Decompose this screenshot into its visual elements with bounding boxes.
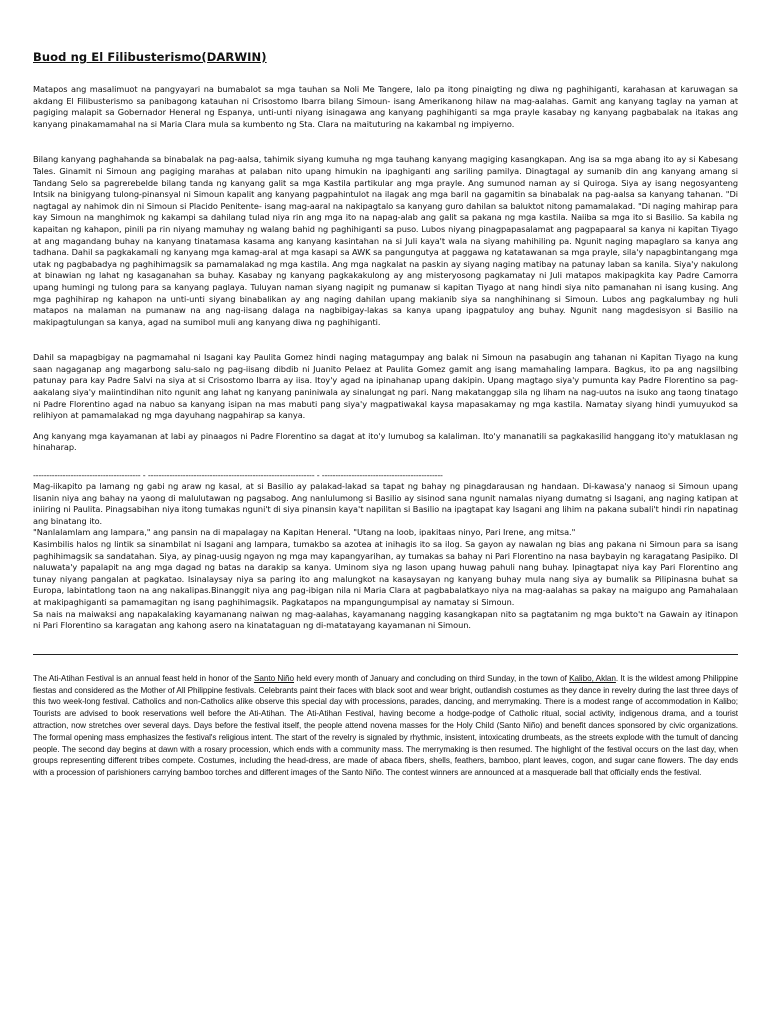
dashed-separator: ---------------------------------------- - -------------------------------------------------------------- - ---------------------------------------------: [33, 471, 443, 481]
festival-text-end: . It is the wildest among Philippine fiestas and considered as the Mother of All Philippine festivals. Celebrants paint their faces with black soot and wear bright, outlandish costumes as they dance in revelry during the last three days of this two week-long festival. Catholics and non-Catholics alike observe this special day with processions, parades, dancing, and merrymaking. There is a modest range of accommodation in Kalibo; Tourists are advised to book reservations well before the Ati-Atihan. The Ati-Atihan Festival, having become a hodge-podge of Catholic ritual, social activity, indigenous drama, and a tourist attraction, now stretches over several days. Days before the festival itself, the people attend novena masses for the Holy Child (Santo Niño) and benefit dances sponsored by civic organizations. The formal opening mass emphasizes the festival's religious intent. The start of the revelry is signaled by rhythmic, insistent, intoxicating drumbeats, as the streets explode with the tumult of dancing people. The second day begins at dawn with a rosary procession, which ends with a community mass. The merrymaking is then resumed. The highlight of the festival occurs on the last day, when groups representing different tribes compete. Costumes, including the head-dress, are made of abaca fibers, shells, feathers, bamboo, plant leaves, cogon, and sugar cane flowers. The day ends with a procession of parishioners carrying bamboo torches and different images of the Santo Niño. The contest winners are announced at a masquerade ball that officially ends the festival.: [33, 673, 738, 778]
document-title: Buod ng El Filibusterismo(DARWIN): [33, 50, 267, 64]
document-page: [33, 50, 738, 779]
paragraph-preparation: Bilang kanyang paghahanda sa binabalak na pag-aalsa, tahimik siyang kumuha ng mga tauhang kanyang magiging kasangkapan. Ang isa sa mga abang ito ay si Kabesang Tales. Ginamit ni Simoun ang pagiging marahas at palaban nito upang himukin na ipaghiganti ang sariling pamilya. Dinagtagal ay sumanib din ang kanyang amang si Tandang Selo sa pagrerebelde bilang tanda ng kanyang galit sa mga Kastila partikular ang mga prayle. Ang sumunod naman ay si Quiroga. Siya ay isang negosyanteng Intsik na binigyang tulong-pinansyal ni Simoun kapalit ang kanyang pagpahintulot na ilagak ang mga baril na gagamitin sa binabalak na pag-aalsa sa kanyang tahanan. "Di nagtagal ay nahimok din ni Simoun si Placido Penitente- isang mag-aaral na nakipagtalo sa kanyang guro dahilan sa baluktot nitong pamamalakad. "Di naging mahirap para kay Simoun na manghimok ng kakampi sa dahilang tulad niya rin ang mga ito na napag-alab ang galit sa pakana ng mga kastila. Naiiba sa mga ito si Basilio. Sa kabila ng kapaitan ng kahapon, pinili pa rin niyang mamuhay ng walang bahid ng paghihiganti sa puso. Lubos niyang pinagpapasalamat ang pagpapaaral sa kanya ni kapitan Tiyago at ang magandang buhay na kanyang tinatamasa kasama ang kanyang kasintahan na si Juli kaya't wala na siyang mahihiling pa. Ngunit naging mapaglaro sa kanya ang tadhana. Dahil sa pagkakamali ng kanyang mga kamag-aral at mga kasapi sa AWK sa pangungutya at paggawa ng katatawanan sa mga prayle, sila'y napagbintangang mga utak ng pagbabadya ng paghihimagsik sa pamamalakad ng mga kastila. Ang mga nagkalat na paskin ay siyang naging matibay na patunay laban sa kanila. Siya'y nakulong at binawian ng lahat ng kasaganahan sa buhay. Kasabay ng kanyang pagkakakulong ay ang misteryosong pagkamatay ni Juli matapos makipagkita kay Padre Camorra upang humingi ng tulong para sa kanyang paglaya. Tuluyan naman siyang nagipit ng pumanaw si kapitan Tiyago at nang hindi siya nito pamanahan ni isang kusing. Ang mga paghihirap ng kahapon na unti-unti siyang binabalikan ay ang naging dahilan upang makianib siya sa nanghihinang si Simoun. Lubos ang pagkalumbay ng huli matapos na malaman na pumanaw na ang nag-iisang dalaga na nagbibigay-lakas sa kanya upang ipagpatuloy ang buhay. Ngunit nang magdesisyon si Basilio na makipagtulungan sa kanya, agad na sumibol muli ang kanyang diwa ng paghihiganti.: [33, 154, 738, 327]
paragraph-lamp-quote: "Nanlalamlam ang lampara," ang pansin na di mapalagay na Kapitan Heneral. "Utang na loob, ipakitaas ninyo, Pari Irene, ang mitsa.": [33, 527, 576, 538]
paragraph-wedding-night: Mag-iikapito pa lamang ng gabi ng araw ng kasal, at si Basilio ay palakad-lakad sa tapat ng bahay ng pinagdarausan ng handaan. Di-kawasa'y nanaog si Simoun upang lisanin niya ang bahay na yaong di malulutawan ng pagsabog. Ang nanlulumong si Basilio ay sisinod sana ngunit namalas niyang dumatng si Isagani, ang naging katipan at iniiring ni Paulita. Pinagsabihan niya itong tumakas nguni't di siya pinansin kaya't napilitan si Basilio na ipagtapat kay Isagani ang lihim na pakana subali't hindi rin napatinag ang binatang ito.: [33, 481, 738, 526]
paragraph-isagani: Dahil sa mapagbigay na pagmamahal ni Isagani kay Paulita Gomez hindi naging matagumpay ang balak ni Simoun na pasabugin ang tahanan ni Kapitan Tiyago na kung saan nagaganap ang magarbong salu-salo ng pag-iisang dibdib ni Juanito Pelaez at Paulita Gomez gamit ang isang mamahaling lampara. Bagkus, ito pa ang nagsilbing patunay para kay Padre Salvi na siya at si Crisostomo Ibarra ay iisa. Itoy'y agad na ipinahanap upang dakipin. Upang magtago siya'y pumunta kay Padre Florentino sa pag-aakalang siya'y maiintindihan nito ngunit ang lahat ng kanyang paniniwala ay sinalungat ng pari. Nang makatanggap sila ng liham na nag-uutos na isuko ang taong tinatago ni Padre Florentino agad na nabuo sa kanyang isipan na mas mabuti pang siya'y magpatiwakal kaysa mapasakamay ng mga kastila. Namatay siyang hindi yumuyukod sa relihiyon at pamamalakad ng mga dayuhang nagpahirap sa kanya.: [33, 352, 738, 421]
spacer: [33, 454, 738, 470]
paragraph-simoun-death: Kasimbilis halos ng lintik sa sinambilat ni Isagani ang lampara, tumakbo sa azotea at inihagis ito sa ilog. Sa gayon ay nawalan ng bias ang pakana ni Simoun para sa isang paghihimagsik sa sandatahan. Siya, ay pinag-uusig ngayon ng mga may kapangyarihan, ay tumakas sa bahay ni Pari Florentino na nasa baybayin ng karagatang Pasipiko. DI naluwata'y papalapit na ang mga dagad ng batas na darakip sa kanya. Uminom siya ng lason upang huwag pahuli nang buhay. Ipinagtapat niya kay Pari Florentino ang tunay niyang pangalan at pagkatao. Isinalaysay niya sa paring ito ang malungkot na kasaysayan ng kanyang buhay mula nang siya ay bumalik sa Pilipinasna buhat sa Europa, labintatlong taon na ang nakalipas.Binanggit niya ang pag-ibigan nila ni Maria Clara at pagbabalatkayo niya na mag-aalahas sa pakay na maigupo ang Pamahalaan at makipaghiganti sa pamamagitan ng isang paghihimagsik. Pagkatapos na mpangungumpisal ay namatay si Simoun.: [33, 539, 738, 607]
kalibo-aklan-link[interactable]: Kalibo, Aklan: [569, 673, 616, 683]
spacer: [33, 422, 738, 431]
paragraph-ati-atihan: [33, 673, 738, 779]
paragraph-intro: Matapos ang masalimuot na pangyayari na bumabalot sa mga tauhan sa Noli Me Tangere, lalo pa itong pinaigting ng diwa ng paghihiganti, karahasan at karuwagan sa akdang El Filibusterismo sa panibagong katauhan ni Crisostomo Ibarra bilang Simoun- isang Amerikanong hilaw na mag-aalahas. Gamit ang kanyang taglay na yaman at pagiging malapit sa Gobernador Heneral ng Espanya, unti-unti niyang isinagawa ang kanyang paghihiganti sa mga prayle kasabay ng kanyang pagbabalak na itakas ang kanyang pinakamamahal na si Maria Clara mula sa kumbento ng Sta. Clara na maituturing na kakambal ng impiyerno.: [33, 84, 738, 129]
paragraph-final-treasure: Sa nais na maiwaksi ang napakalaking kayamanang naiwan ng mag-aalahas, kayamanang nagging kasangkapan nito sa pagtatanim ng mga bukto't na Gawain ay itinapon ni Pari Florentino sa karagatan ang kahong asero na kinatataguan ng di-matatayang kayamanan ni Simoun.: [33, 608, 738, 631]
festival-text-mid: held every month of January and concluding on third Sunday, in the town of: [294, 673, 570, 683]
paragraph-treasure: Ang kanyang mga kayamanan at labi ay pinaagos ni Padre Florentino sa dagat at ito'y lumubog sa kalaliman. Ito'y mananatili sa pagkakasilid hanggang ito'y matuklasan ng hinaharap.: [33, 430, 738, 453]
horizontal-rule: [33, 654, 738, 655]
festival-text-start: The Ati-Atihan Festival is an annual feast held in honor of the: [33, 673, 254, 683]
spacer: [33, 328, 738, 352]
santo-nino-link[interactable]: Santo Niño: [253, 673, 295, 683]
spacer: [33, 130, 738, 154]
